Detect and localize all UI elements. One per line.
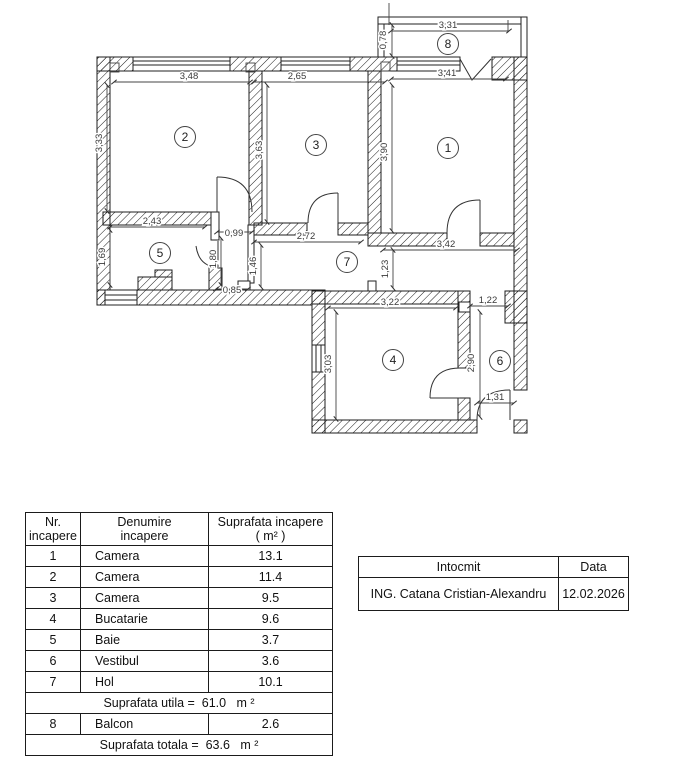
room-label-3 xyxy=(306,135,327,156)
suprafata-utila: Suprafata utila = 61.0 m ² xyxy=(26,693,333,714)
top-wall-segment xyxy=(230,57,281,71)
row-nr: 4 xyxy=(26,609,81,630)
row-name: Vestibul xyxy=(81,651,209,672)
dim-label: 0,78 xyxy=(378,30,389,50)
intocmit-value: ING. Catana Cristian-Alexandru xyxy=(359,578,559,611)
row-nr: 1 xyxy=(26,546,81,567)
left-wall xyxy=(97,57,110,305)
room4-right-wall-stub xyxy=(458,398,470,420)
lower-bottom-wall xyxy=(312,420,477,433)
header-nr: Nr. incapere xyxy=(26,513,81,546)
table-row xyxy=(26,651,333,672)
summary-row-totala xyxy=(26,735,333,756)
room-label-8 xyxy=(438,34,459,55)
dim-label: 1,69 xyxy=(97,247,108,267)
row-nr: 2 xyxy=(26,567,81,588)
row-name: Hol xyxy=(81,672,209,693)
svg-text:6: 6 xyxy=(496,354,504,368)
balcony-wall-right xyxy=(521,17,527,57)
row-nr: 7 xyxy=(26,672,81,693)
room-area-table xyxy=(25,512,333,756)
dim-label: 2,65 xyxy=(287,71,307,82)
room-label-1 xyxy=(438,138,459,159)
row-name: Balcon xyxy=(81,714,209,735)
row-name: Camera xyxy=(81,567,209,588)
dimensions xyxy=(94,20,517,419)
shaft-block xyxy=(138,277,172,290)
dim-label: 2,72 xyxy=(296,231,316,242)
room-label-2 xyxy=(175,127,196,148)
shaft-block xyxy=(209,268,222,290)
row-name: Camera xyxy=(81,588,209,609)
dim-label: 2,90 xyxy=(466,353,477,373)
door-room2 xyxy=(217,177,252,212)
data-header: Data xyxy=(559,557,629,578)
room5-door-jamb xyxy=(211,212,219,240)
dim-label: 0,99 xyxy=(224,228,244,239)
intocmit-header: Intocmit xyxy=(359,557,559,578)
window-room5 xyxy=(105,290,137,305)
table-row xyxy=(26,672,333,693)
row-area: 9.5 xyxy=(209,588,333,609)
right-wall-corner xyxy=(514,420,527,433)
row-nr: 8 xyxy=(26,714,81,735)
signature-table xyxy=(358,556,629,611)
row-nr: 6 xyxy=(26,651,81,672)
table-row xyxy=(26,630,333,651)
svg-text:2: 2 xyxy=(181,130,189,144)
room1-bottom-wall xyxy=(480,233,514,246)
dim-label: 1,80 xyxy=(208,249,219,269)
header-suprafata: Suprafata incapere ( m² ) xyxy=(209,513,333,546)
door-balcony xyxy=(460,59,491,80)
shaft-block xyxy=(155,270,172,277)
svg-text:7: 7 xyxy=(343,255,351,269)
svg-text:8: 8 xyxy=(444,37,452,51)
suprafata-totala: Suprafata totala = 63.6 m ² xyxy=(26,735,333,756)
dim-label: 3,31 xyxy=(438,20,458,31)
dim-label: 1,22 xyxy=(478,295,498,306)
table-header-row xyxy=(26,513,333,546)
door-room4 xyxy=(430,368,460,398)
row-area: 10.1 xyxy=(209,672,333,693)
dim-label: 3,48 xyxy=(179,71,199,82)
row-area: 9.6 xyxy=(209,609,333,630)
dim-label: 3,03 xyxy=(323,354,334,374)
room-label-6 xyxy=(490,351,511,372)
row-name: Camera xyxy=(81,546,209,567)
row-name: Bucatarie xyxy=(81,609,209,630)
signature-header-row xyxy=(359,557,629,578)
right-wall xyxy=(514,57,527,390)
row-name: Baie xyxy=(81,630,209,651)
table-row xyxy=(26,588,333,609)
table-row xyxy=(26,546,333,567)
row-nr: 3 xyxy=(26,588,81,609)
window-room2 xyxy=(133,57,230,71)
dim-label: 1,23 xyxy=(380,259,391,279)
row-area: 11.4 xyxy=(209,567,333,588)
data-value: 12.02.2026 xyxy=(559,578,629,611)
dim-label: 3,33 xyxy=(94,133,105,153)
jamb-box xyxy=(459,302,470,312)
dim-label: 0,85 xyxy=(222,285,242,296)
room-label-5 xyxy=(150,243,171,264)
room-label-7 xyxy=(337,252,358,273)
header-denumire: Denumire incapere xyxy=(81,513,209,546)
row-area: 3.6 xyxy=(209,651,333,672)
dim-label: 3,90 xyxy=(379,142,390,162)
room3-bottom-wall xyxy=(338,223,368,235)
dim-label: 3,22 xyxy=(380,297,400,308)
row-area: 13.1 xyxy=(209,546,333,567)
row-area: 3.7 xyxy=(209,630,333,651)
table-row xyxy=(26,567,333,588)
room1-bottom-wall xyxy=(368,233,447,246)
dim-label: 3,41 xyxy=(437,68,457,79)
svg-text:5: 5 xyxy=(156,246,164,260)
room-labels xyxy=(150,34,511,372)
door-room1 xyxy=(447,200,480,233)
dim-label: 2,43 xyxy=(142,216,162,227)
vestibul-top-block xyxy=(505,291,527,323)
table-row xyxy=(26,609,333,630)
svg-text:1: 1 xyxy=(444,141,452,155)
room-label-4 xyxy=(383,350,404,371)
signature-value-row xyxy=(359,578,629,611)
dim-label: 1,31 xyxy=(485,392,505,403)
svg-text:4: 4 xyxy=(389,353,397,367)
vent-stub xyxy=(368,281,376,291)
dim-label: 1,46 xyxy=(248,256,259,276)
door-room3 xyxy=(308,193,338,223)
row-nr: 5 xyxy=(26,630,81,651)
dim-label: 3,42 xyxy=(436,239,456,250)
row-area: 2.6 xyxy=(209,714,333,735)
summary-row-utila xyxy=(26,693,333,714)
dim-label: 3,63 xyxy=(254,140,265,160)
svg-text:3: 3 xyxy=(312,138,320,152)
table-row-balcon xyxy=(26,714,333,735)
window-room3 xyxy=(281,57,350,71)
